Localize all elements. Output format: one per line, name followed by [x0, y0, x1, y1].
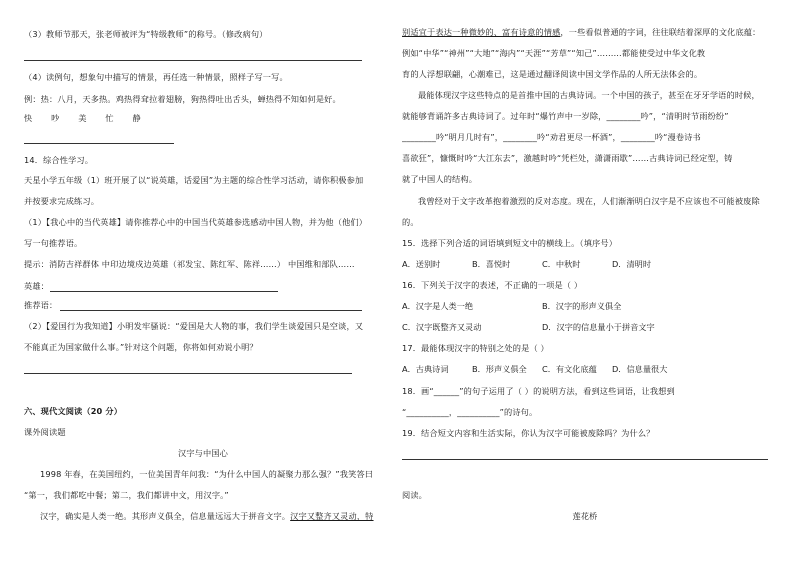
q14-part2-line1: （2）【爱国行为我知道】小明发牢骚说：“爱国是大人物的事，我们学生谈爱国只是空谈，又	[24, 321, 364, 331]
q15-option-d[interactable]: D．清明时	[612, 259, 652, 269]
q4-word: 快	[24, 113, 33, 123]
article-paragraph1-line2: “第一，我们都吃中餐；第二，我们都讲中文，用汉字。”	[24, 490, 229, 500]
article-paragraph1-line1: 1998 年春，在美国纽约，一位美国青年问我：“为什么中国人的凝聚力那么强？”我笑答曰	[40, 469, 374, 479]
article-underlined-sentence: 汉字又整齐又灵动，特	[290, 511, 374, 521]
q4-instruction: （4）读例句，想象句中描写的情景，再任选一种情景，照样子写一写。	[24, 72, 288, 82]
recommendation-answer-line[interactable]	[60, 310, 362, 311]
q4-example: 例：热：八月，天多热。鸡热得耷拉着翅膀，狗热得吐出舌头，蝉热得不知如何是好。	[24, 94, 341, 104]
q4-answer-line[interactable]	[24, 143, 174, 144]
article-underlined-sentence: 别适宜于表达一种微妙的、富有诗意的情感	[402, 27, 561, 37]
q19-answer-line[interactable]	[402, 459, 768, 460]
article-line: ________吟“明月几时有”，________吟“劝君更尽一杯酒”，________吟“漫卷诗书	[402, 132, 701, 142]
article-line: 最能体现汉字这些特点的是首推中国的古典诗词。一个中国的孩子，甚至在牙牙学语的时候，	[418, 90, 760, 100]
q19-text: 19．结合短文内容和生活实际，你认为汉字可能被废除吗？为什么？	[402, 428, 655, 438]
q16-text: 16．下列关于汉字的表述，不正确的一项是（ ）	[402, 280, 583, 290]
q14-intro-line2: 并按要求完成练习。	[24, 196, 100, 206]
q17-option-d[interactable]: D．信息量很大	[612, 364, 668, 374]
article-text: ，一些看似普通的字词，往往联结着深厚的文化底蕴：	[560, 27, 761, 37]
q4-word: 忙	[105, 113, 114, 123]
q4-word: 静	[132, 113, 141, 123]
hero-answer-line[interactable]	[50, 291, 278, 292]
q14-hint: 提示：消防吉祥群体 中印边境戍边英雄（祁发宝、陈红军、陈祥……） 中国维和部队……	[24, 259, 355, 269]
q17-option-b[interactable]: B．形声义俱全	[472, 364, 527, 374]
q17-option-c[interactable]: C．有文化底蕴	[542, 364, 597, 374]
extra-reading-label: 课外阅读题	[24, 427, 66, 437]
article-title: 汉字与中国心	[177, 448, 229, 458]
article-line: 就了中国人的结构。	[402, 174, 478, 184]
q14-part1-line2: 写一句推荐语。	[24, 238, 83, 248]
q17-text: 17．最能体现汉字的特别之处的是（ ）	[402, 343, 549, 353]
q16-option-d[interactable]: D．汉字的信息量小于拼音文字	[542, 322, 655, 332]
q14-title: 14．综合性学习。	[24, 155, 94, 165]
q14-part2-line2: 不能真正为国家做什么事。”针对这个问题，你将如何劝说小明？	[24, 342, 258, 352]
q3-line: （3）教师节那天，张老师被评为“特级教师”的称号。（修改病句）	[24, 29, 268, 39]
reading-label: 阅读。	[402, 490, 428, 500]
article-line: 育的人浮想联翩，心潮难已，这是通过翻译阅读中国文学作品的人所无法体会的。	[402, 69, 703, 79]
q16-option-a[interactable]: A．汉字是人类一绝	[402, 301, 474, 311]
article-paragraph2	[24, 511, 374, 522]
article-line	[402, 27, 761, 38]
recommendation-label: 推荐语：	[24, 300, 58, 310]
article-line: 我曾经对于文字改革抱着激烈的反对态度。现在，人们渐渐明白汉字是不应该也不可能被废除	[418, 196, 760, 206]
article-line: 例如“中华”“神州”“大地”“海内”“天涯”“芳草”“知己”………都能使受过中华文化教	[402, 48, 706, 58]
article-paragraph2-text: 汉字，确实是人类一绝。其形声义俱全，信息量远远大于拼音文字。	[40, 511, 291, 521]
poem-title: 莲花桥	[572, 511, 598, 521]
q17-option-a[interactable]: A．古典诗词	[402, 364, 449, 374]
q15-option-c[interactable]: C．中秋时	[542, 259, 581, 269]
q16-option-c[interactable]: C．汉字既整齐又灵动	[402, 322, 482, 332]
q4-word-list	[24, 113, 157, 124]
article-line: 就能够背诵許多古典诗词了。过年时“爆竹声中一岁除，________吟”，“清明时节雨纷纷”	[402, 111, 729, 121]
q4-word: 吵	[51, 113, 60, 123]
q15-text: 15．选择下列合适的词语填到短文中的横线上。（填序号）	[402, 238, 618, 248]
section6-title: 六、现代文阅读（20 分）	[24, 406, 123, 416]
q3-answer-line[interactable]	[24, 60, 362, 61]
article-line: 喜欲狂”，慷慨时吟“大江东去”，激越时吟“凭栏处，潇潇雨歇”……古典诗词已经定型，铸	[402, 153, 733, 163]
q4-word: 美	[78, 113, 87, 123]
q15-option-a[interactable]: A．送别时	[402, 259, 441, 269]
q18-line1: 18．画“______”的句子运用了（ ）的说明方法，看到这些词语，让我想到	[402, 386, 675, 396]
hero-label: 英雄：	[24, 281, 50, 291]
q15-option-b[interactable]: B．喜悦时	[472, 259, 511, 269]
q18-line2: “__________，__________”的诗句。	[402, 407, 538, 417]
q14-part1-line1: （1）【我心中的当代英雄】请你推荐心中的中国当代英雄参选感动中国人物，并为他（他们）	[24, 217, 368, 227]
q16-option-b[interactable]: B．汉字的形声义俱全	[542, 301, 622, 311]
q14-part2-answer-line[interactable]	[24, 373, 352, 374]
q14-intro-line1: 天星小学五年级（1）班开展了以“说英雄，话爱国”为主题的综合性学习活动，请你积极参加	[24, 175, 364, 185]
article-line: 的。	[402, 217, 419, 227]
